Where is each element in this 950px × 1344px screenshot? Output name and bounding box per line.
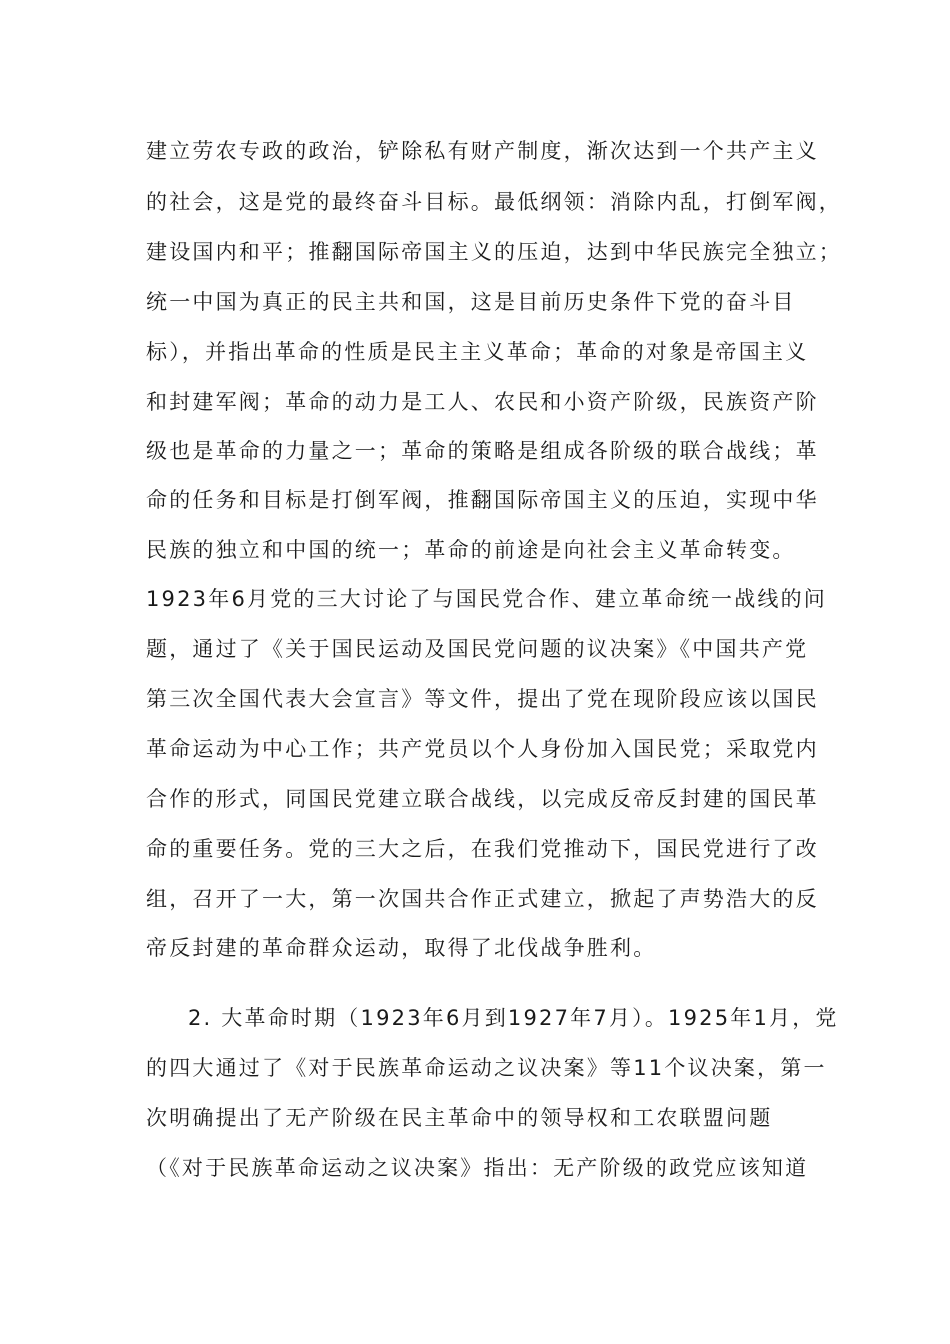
text-line: 合作的形式，同国民党建立联合战线，以完成反帝反封建的国民革 [146,787,819,811]
text-line: 统一中国为真正的民主共和国，这是目前历史条件下党的奋斗目 [146,290,796,314]
text-line: 题，通过了《关于国民运动及国民党问题的议决案》《中国共产党 [146,637,809,661]
text-line: 的四大通过了《对于民族革命运动之议决案》等11个议决案，第一 [146,1056,827,1080]
text-line: （《对于民族革命运动之议决案》指出：无产阶级的政党应该知道 [146,1156,809,1180]
text-line: 民族的独立和中国的统一；革命的前途是向社会主义革命转变。 [146,538,796,562]
text-line: 级也是革命的力量之一；革命的策略是组成各阶级的联合战线；革 [146,439,819,463]
text-line: 标），并指出革命的性质是民主主义革命；革命的对象是帝国主义 [146,340,809,364]
text-line: 命的重要任务。党的三大之后，在我们党推动下，国民党进行了改 [146,837,819,861]
text-line: 和封建军阀；革命的动力是工人、农民和小资产阶级，民族资产阶 [146,390,819,414]
text-line: 1923年6月党的三大讨论了与国民党合作、建立革命统一战线的问 [146,587,828,611]
text-line: 第三次全国代表大会宣言》等文件，提出了党在现阶段应该以国民 [146,687,819,711]
text-line: 组，召开了一大，第一次国共合作正式建立，掀起了声势浩大的反 [146,887,819,911]
text-line: 命的任务和目标是打倒军阀，推翻国际帝国主义的压迫，实现中华 [146,488,819,512]
text-line: 帝反封建的革命群众运动，取得了北伐战争胜利。 [146,936,657,960]
text-line: 革命运动为中心工作；共产党员以个人身份加入国民党；采取党内 [146,737,819,761]
text-line: 的社会，这是党的最终奋斗目标。最低纲领：消除内乱，打倒军阀， [146,190,842,214]
text-line: 次明确提出了无产阶级在民主革命中的领导权和工农联盟问题 [146,1106,773,1130]
text-line: 建设国内和平；推翻国际帝国主义的压迫，达到中华民族完全独立； [146,240,842,264]
text-line: 2. 大革命时期（1923年6月到1927年7月）。1925年1月，党 [188,1006,839,1030]
text-line: 建立劳农专政的政治，铲除私有财产制度，渐次达到一个共产主义 [146,139,819,163]
